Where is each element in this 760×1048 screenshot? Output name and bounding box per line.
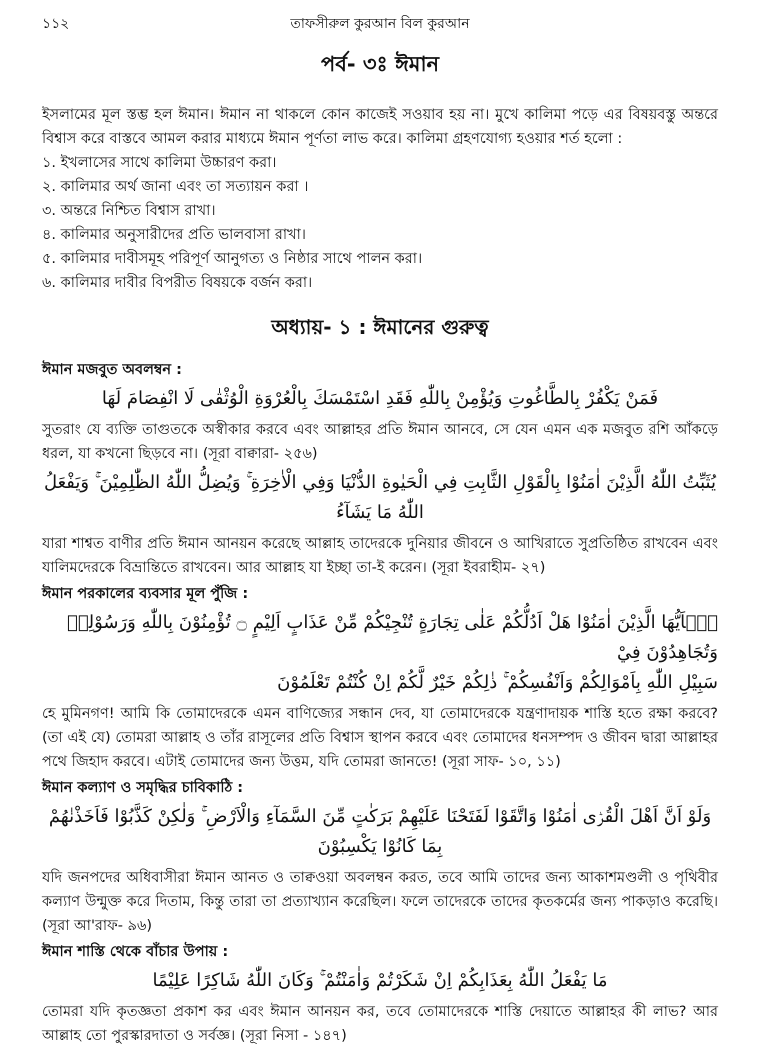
running-header: [42, 10, 718, 34]
arabic-verse-line: يٰۤاَيُّهَا الَّذِيْنَ اٰمَنُوْا هَلْ اَدُلُّكُمْ عَلٰى تِجَارَةٍ تُنْجِيْكُمْ مِّنْ عَذَابٍ اَلِيْمٍ ۝ تُؤْمِنُوْنَ بِاللّٰهِ وَرَسُوْلِهٖ وَتُجَاهِدُوْنَ فِيْ: [67, 612, 718, 663]
list-item: ১. ইখলাসের সাথে কালিমা উচ্চারণ করা।: [42, 155, 277, 171]
verse-translation: তোমরা যদি কৃতজ্ঞতা প্রকাশ কর এবং ঈমান আনয়ন কর, তবে তোমাদেরকে শাস্তি দেয়াতে আল্লাহর কী লাভ? আর আল্লাহ তো পুরস্কারদাতা ও সর্বজ্ঞ। (সূরা নিসা - ১৪৭): [42, 1004, 718, 1044]
arabic-verse-line: مَا يَفْعَلُ اللّٰهُ بِعَذَابِكُمْ اِنْ شَكَرْتُمْ وَاٰمَنْتُمْ ۚ وَكَانَ اللّٰهُ شَاكِرًا عَلِيْمًا: [152, 970, 608, 991]
part-title: পর্ব- ৩ঃ ঈমান: [320, 52, 440, 76]
verse-translation: যারা শাশ্বত বাণীর প্রতি ঈমান আনয়ন করেছে আল্লাহ তাদেরকে দুনিয়ার জীবনে ও আখিরাতে সুপ্রতিষ্ঠিত রাখবেন এবং যালিমদেরকে বিভ্রান্তিতে রাখবেন। আর আল্লাহ যা ইচ্ছা তা-ই করেন। (সূরা ইবরাহীম- ২৭): [42, 536, 718, 576]
verse-translation: হে মুমিনগণ! আমি কি তোমাদেরকে এমন বাণিজ্যের সন্ধান দেব, যা তোমাদেরকে যন্ত্রণাদায়ক শাস্তি হতে রক্ষা করবে? (তা এই যে) তোমরা আল্লাহ ও তাঁর রাসূলের প্রতি বিশ্বাস স্থাপন করবে এবং তোমাদের ধনসম্পদ ও জীবন দ্বারা আল্লাহর পথে জিহাদ করবে। এটাই তোমাদের জন্য উত্তম, যদি তোমরা জানতে! (সূরা সাফ- ১০, ১১): [42, 706, 718, 770]
section-heading: ঈমান মজবুত অবলম্বন :: [42, 362, 182, 378]
arabic-verse: [42, 468, 718, 528]
verse-translation: যদি জনপদের অধিবাসীরা ঈমান আনত ও তাক্বওয়া অবলম্বন করত, তবে আমি তাদের জন্য আকাশমণ্ডলী ও পৃথিবীর কল্যাণ উন্মুক্ত করে দিতাম, কিন্তু তারা তা প্রত্যাখ্যান করেছিল। ফলে তাদেরকে তাদের কৃতকর্মের জন্য পাকড়াও করেছি। (সূরা আ'রাফ- ৯৬): [42, 870, 718, 934]
page-number: ১১২: [42, 16, 70, 32]
list-item: ২. কালিমার অর্থ জানা এবং তা সত্যায়ন করা ।: [42, 179, 309, 195]
list-item: ৩. অন্তরে নিশ্চিত বিশ্বাস রাখা।: [42, 203, 216, 219]
arabic-verse: [42, 384, 718, 414]
section-heading: ঈমান পরকালের ব্যবসার মূল পুঁজি :: [42, 586, 249, 602]
arabic-verse: [42, 966, 718, 996]
arabic-verse: [42, 608, 718, 698]
section-heading: ঈমান শাস্তি থেকে বাঁচার উপায় :: [42, 944, 229, 960]
condition-list: [42, 151, 718, 295]
list-item: ৫. কালিমার দাবীসমূহ পরিপূর্ণ আনুগত্য ও নিষ্ঠার সাথে পালন করা।: [42, 251, 423, 267]
arabic-verse-line: يُثَبِّتُ اللّٰهُ الَّذِيْنَ اٰمَنُوْا بِالْقَوْلِ الثَّابِتِ فِي الْحَيٰوةِ الدُّنْيَا وَفِي الْاٰخِرَةِ ۚ وَيُضِلُّ اللّٰهُ الظّٰلِمِيْنَ ۚ وَيَفْعَلُ اللّٰهُ مَا يَشَآءُ: [43, 472, 716, 523]
intro-paragraph: ইসলামের মূল স্তম্ভ হল ঈমান। ঈমান না থাকলে কোন কাজেই সওয়াব হয় না। মুখে কালিমা পড়ে এর বিষয়বস্তু অন্তরে বিশ্বাস করে বাস্তবে আমল করার মাধ্যমে ঈমান পূর্ণতা লাভ করে। কালিমা গ্রহণযোগ্য হওয়ার শর্ত হলো :: [42, 107, 718, 147]
list-item: ৬. কালিমার দাবীর বিপরীত বিষয়কে বর্জন করা।: [42, 275, 313, 291]
arabic-verse-line: وَلَوْ اَنَّ اَهْلَ الْقُرٰۤى اٰمَنُوْا وَاتَّقَوْا لَفَتَحْنَا عَلَيْهِمْ بَرَكٰتٍ مِّنَ السَّمَآءِ وَالْاَرْضِ ۚ وَلٰكِنْ كَذَّبُوْا فَاَخَذْنٰهُمْ بِمَا كَانُوْا يَكْسِبُوْنَ: [48, 806, 712, 857]
arabic-verse-line: سَبِيْلِ اللّٰهِ بِاَمْوَالِكُمْ وَاَنْفُسِكُمْ ۚ ذٰلِكُمْ خَيْرٌ لَّكُمْ اِنْ كُنْتُمْ تَعْلَمُوْنَ: [277, 672, 718, 693]
list-item: ৪. কালিমার অনুসারীদের প্রতি ভালবাসা রাখা।: [42, 227, 306, 243]
section-heading: ঈমান কল্যাণ ও সমৃদ্ধির চাবিকাঠি :: [42, 780, 244, 796]
book-title: তাফসীরুল কুরআন বিল কুরআন: [290, 16, 470, 32]
verse-translation: সুতরাং যে ব্যক্তি তাগুতকে অস্বীকার করবে এবং আল্লাহর প্রতি ঈমান আনবে, সে যেন এমন এক মজবুত রশি আঁকড়ে ধরল, যা কখনো ছিড়বে না। (সূরা বাক্বারা- ২৫৬): [42, 422, 718, 462]
chapter-title: অধ্যায়- ১ : ঈমানের গুরুত্ব: [271, 315, 489, 339]
arabic-verse-line: فَمَنْ يَكْفُرْ بِالطَّاغُوتِ وَيُؤْمِنْ بِاللّٰهِ فَقَدِ اسْتَمْسَكَ بِالْعُرْوَةِ الْوُثْقٰى لَا انْفِصَامَ لَهَا: [101, 388, 659, 409]
arabic-verse: [42, 802, 718, 862]
